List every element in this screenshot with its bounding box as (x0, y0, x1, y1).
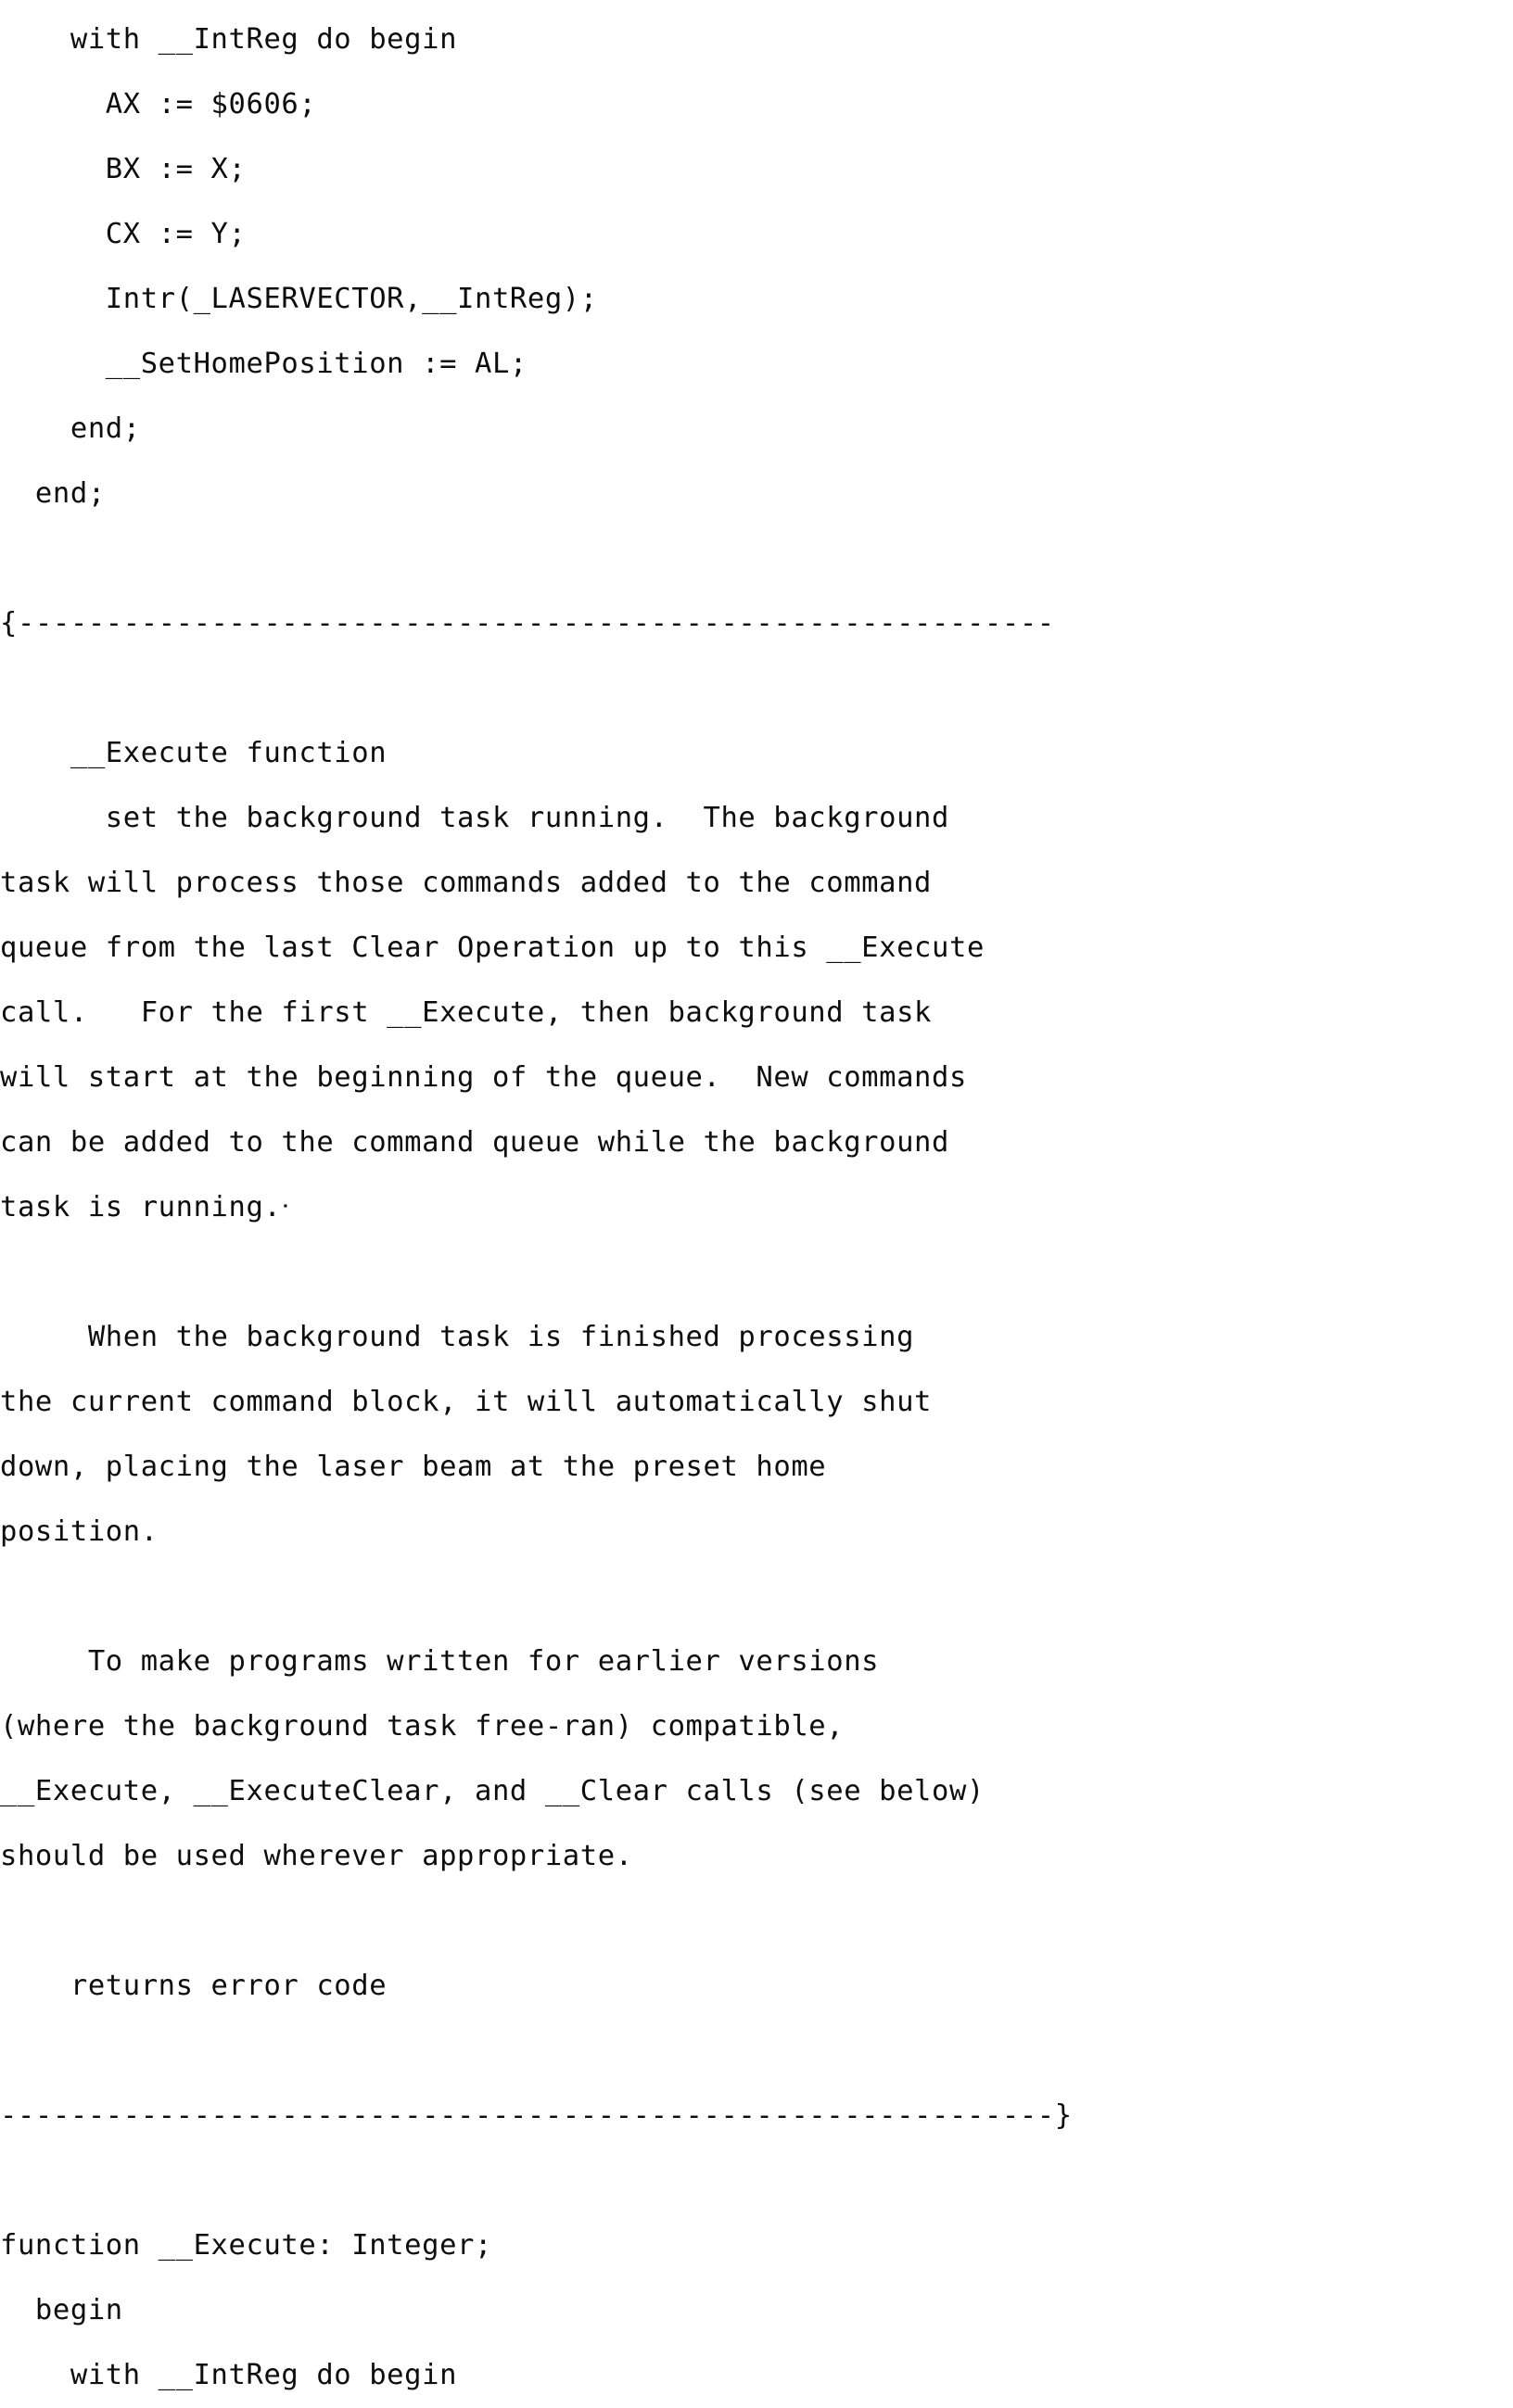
source-code-body: with __IntReg do begin AX := $0606; BX := X; CX := Y; Intr(_LASERVECTOR,__IntReg); __SetHomePosition := AL; end; end; {----------------------------------------------------------- __Execute function set the background task running. The background task will process those commands added to the command queue from the last Clear Operation up to this __Execute call. For the first __Execute, then background task will start at the beginning of the queue. New commands can be added to the command queue while the background task is running.ᐧ When the background task is finished processing the current command block, it will automatically shut down, placing the laser beam at the preset home position. To make programs written for earlier versions (where the background task free-ran) compatible, __Execute, __ExecuteClear, and __Clear calls (see below) should be used wherever appropriate. returns error code ------------------------------------------------------------} function __Execute: Integer; begin with __IntReg do begin (0, 23, 1073, 2391)
top-spacer (0, 0, 1513, 7)
